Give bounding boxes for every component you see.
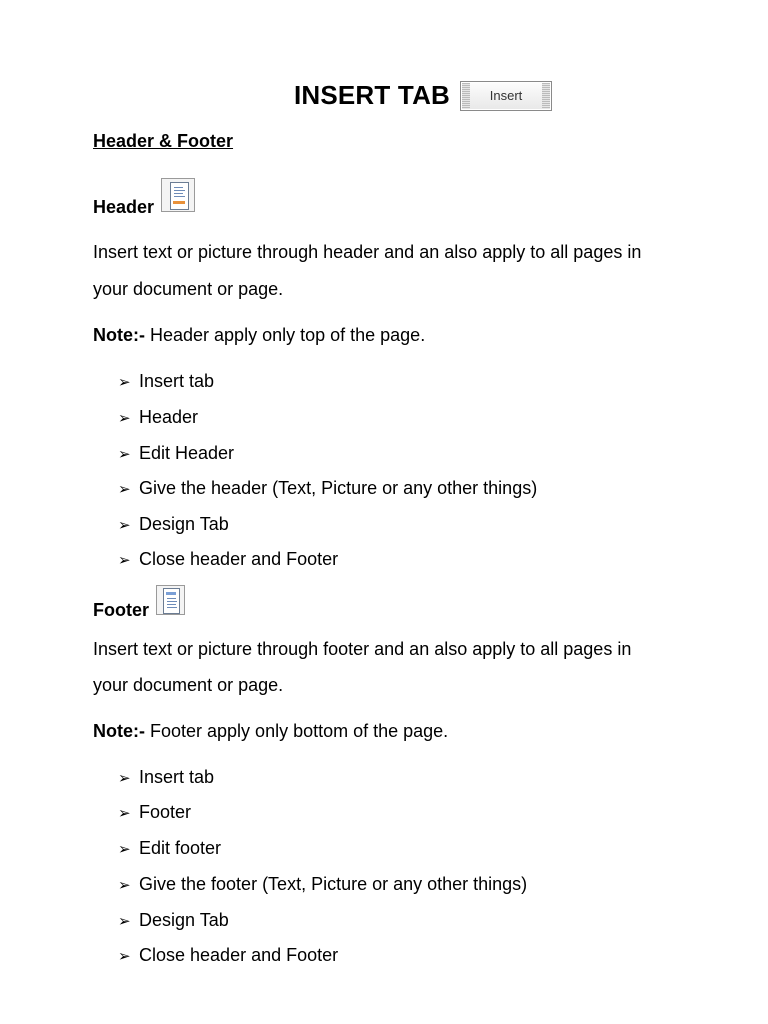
header-page-icon <box>161 178 195 212</box>
arrow-bullet-icon: ➢ <box>118 805 131 822</box>
arrow-bullet-icon: ➢ <box>118 446 131 463</box>
list-item: ➢ Give the header (Text, Picture or any other things) <box>118 478 538 498</box>
footer-note-text: Footer apply only bottom of the page. <box>145 721 449 741</box>
arrow-bullet-icon: ➢ <box>118 877 131 894</box>
arrow-bullet-icon: ➢ <box>118 552 131 569</box>
page-title: INSERT TAB <box>293 80 451 110</box>
arrow-bullet-icon: ➢ <box>118 770 131 787</box>
arrow-bullet-icon: ➢ <box>118 841 131 858</box>
footer-note <box>93 721 448 742</box>
arrow-bullet-icon: ➢ <box>118 517 131 534</box>
list-item: ➢ Footer <box>118 802 192 822</box>
header-note-label: Note:- <box>93 325 145 345</box>
list-item: ➢ Give the footer (Text, Picture or any other things) <box>118 874 528 894</box>
insert-tab-button-image <box>460 81 552 111</box>
list-item: ➢ Edit footer <box>118 838 222 858</box>
header-description-line2: your document or page. <box>93 279 284 299</box>
list-item: ➢ Design Tab <box>118 514 229 534</box>
arrow-bullet-icon: ➢ <box>118 374 131 391</box>
list-item: ➢ Close header and Footer <box>118 549 339 569</box>
header-note-text: Header apply only top of the page. <box>145 325 426 345</box>
list-item: ➢ Insert tab <box>118 371 215 391</box>
insert-button-label: Insert <box>489 88 523 103</box>
list-item: ➢ Header <box>118 407 199 427</box>
footer-description-line2: your document or page. <box>93 675 284 695</box>
list-item: ➢ Design Tab <box>118 910 229 930</box>
arrow-bullet-icon: ➢ <box>118 948 131 965</box>
title-row <box>0 80 768 111</box>
footer-heading: Footer <box>93 600 149 620</box>
list-item: ➢ Edit Header <box>118 443 235 463</box>
arrow-bullet-icon: ➢ <box>118 481 131 498</box>
footer-page-icon <box>156 585 185 615</box>
header-description-line1: Insert text or picture through header and an also apply to all pages in <box>93 242 642 262</box>
header-note <box>93 325 425 346</box>
arrow-bullet-icon: ➢ <box>118 410 131 427</box>
list-item: ➢ Close header and Footer <box>118 945 339 965</box>
arrow-bullet-icon: ➢ <box>118 913 131 930</box>
footer-description-line1: Insert text or picture through footer and an also apply to all pages in <box>93 639 632 659</box>
section-heading: Header & Footer <box>93 131 234 151</box>
footer-note-label: Note:- <box>93 721 145 741</box>
header-heading: Header <box>93 197 155 217</box>
list-item: ➢ Insert tab <box>118 767 215 787</box>
